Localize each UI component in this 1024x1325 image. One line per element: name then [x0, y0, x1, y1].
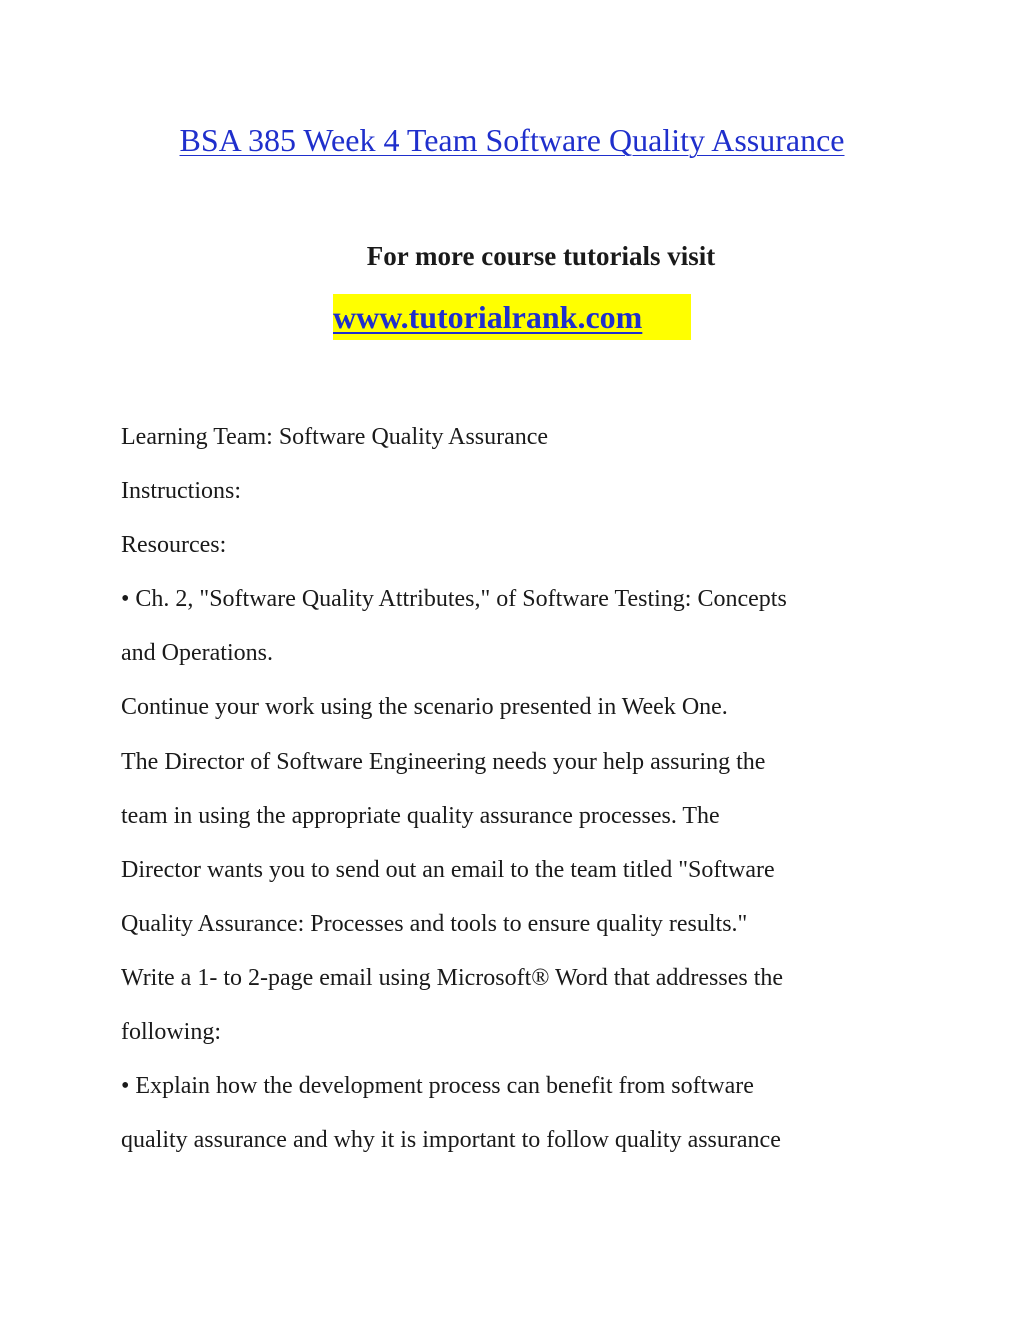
body-line: Learning Team: Software Quality Assurance	[121, 424, 549, 450]
body-line: Write a 1- to 2-page email using Microsoft® Word that addresses the	[121, 964, 784, 991]
body-line: Continue your work using the scenario presented in Week One.	[121, 694, 728, 721]
body-line: Director wants you to send out an email to the team titled "Software	[121, 856, 775, 883]
body-line: Instructions:	[121, 478, 241, 505]
body-line: • Ch. 2, "Software Quality Attributes," of Software Testing: Concepts	[121, 586, 787, 613]
website-link[interactable]: www.tutorialrank.com	[333, 299, 643, 335]
body-line: Quality Assurance: Processes and tools to ensure quality results."	[121, 910, 748, 937]
document-body	[121, 410, 881, 1167]
body-line: quality assurance and why it is important to follow quality assurance	[121, 1127, 781, 1154]
document-title	[0, 118, 1024, 162]
course-tutorials-heading: For more course tutorials visit	[366, 241, 716, 271]
body-line: following:	[121, 1019, 221, 1046]
title-link[interactable]: BSA 385 Week 4 Team Software Quality Assurance	[179, 122, 845, 158]
website-highlight	[333, 294, 691, 340]
body-line: The Director of Software Engineering needs your help assuring the	[121, 748, 766, 775]
body-line: • Explain how the development process can benefit from software	[121, 1073, 754, 1100]
body-line: team in using the appropriate quality assurance processes. The	[121, 802, 720, 829]
body-line: Resources:	[121, 532, 227, 559]
body-line: and Operations.	[121, 640, 273, 667]
